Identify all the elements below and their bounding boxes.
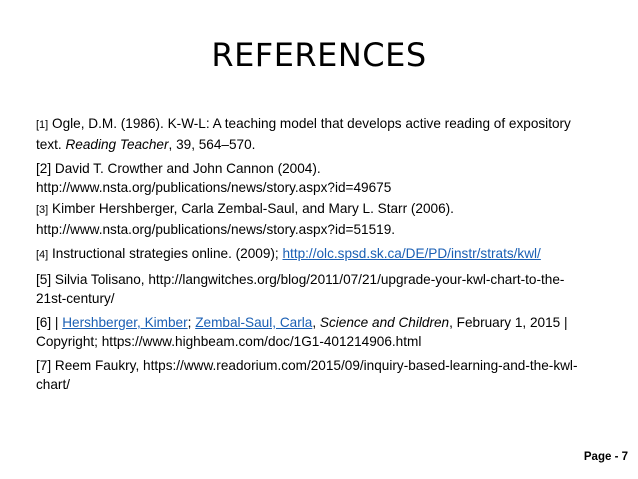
reference-number: [4] bbox=[36, 249, 49, 261]
reference-7 bbox=[36, 356, 592, 394]
reference-2 bbox=[36, 159, 592, 197]
reference-text: Silvia Tolisano, http://langwitches.org/blog/2011/07/21/upgrade-your-kwl-chart-to-the-21st-century/ bbox=[36, 272, 565, 306]
reference-6 bbox=[36, 313, 592, 351]
reference-url: http://www.nsta.org/publications/news/story.aspx?id=51519. bbox=[36, 222, 396, 237]
journal-title: Reading Teacher bbox=[65, 137, 169, 152]
reference-text: Kimber Hershberger, Carla Zembal-Saul, and Mary L. Starr (2006). bbox=[48, 201, 454, 216]
reference-list bbox=[36, 114, 592, 394]
reference-url: http://www.nsta.org/publications/news/story.aspx?id=49675 bbox=[36, 180, 392, 195]
journal-title: Science and Children bbox=[319, 315, 450, 330]
reference-4 bbox=[36, 244, 592, 265]
author-link-hershberger[interactable]: Hershberger, Kimber bbox=[62, 315, 188, 330]
reference-text: Reem Faukry, https://www.readorium.com/2015/09/inquiry-based-learning-and-the-kwl-chart/ bbox=[36, 358, 578, 392]
reference-1 bbox=[36, 114, 592, 154]
reference-number: [2] bbox=[36, 161, 52, 176]
reference-3 bbox=[36, 199, 592, 239]
reference-tail: , February 1, 2015 | Copyright; https://www.highbeam.com/doc/1G1-401214906.html bbox=[36, 315, 568, 349]
reference-number: [1] bbox=[36, 119, 49, 131]
reference-number: [6] bbox=[36, 315, 52, 330]
kwl-strategies-link[interactable]: http://olc.spsd.sk.ca/DE/PD/instr/strats/kwl/ bbox=[282, 246, 541, 261]
separator: , bbox=[312, 315, 320, 330]
page-title: REFERENCES bbox=[211, 36, 427, 74]
reference-number: [7] bbox=[36, 358, 52, 373]
reference-5 bbox=[36, 270, 592, 308]
reference-number: [5] bbox=[36, 272, 52, 287]
separator: ; bbox=[187, 315, 196, 330]
reference-tail: , 39, 564–570. bbox=[168, 137, 256, 152]
separator: | bbox=[51, 315, 63, 330]
reference-text: David T. Crowther and John Cannon (2004). bbox=[51, 161, 321, 176]
page-number: Page - 7 bbox=[583, 451, 628, 463]
reference-text: Ogle, D.M. (1986). K-W-L: A teaching model that develops active reading of expository text. bbox=[36, 116, 571, 152]
author-link-zembal-saul[interactable]: Zembal-Saul, Carla bbox=[195, 315, 313, 330]
reference-number: [3] bbox=[36, 204, 49, 216]
reference-text: Instructional strategies online. (2009); bbox=[48, 246, 283, 261]
